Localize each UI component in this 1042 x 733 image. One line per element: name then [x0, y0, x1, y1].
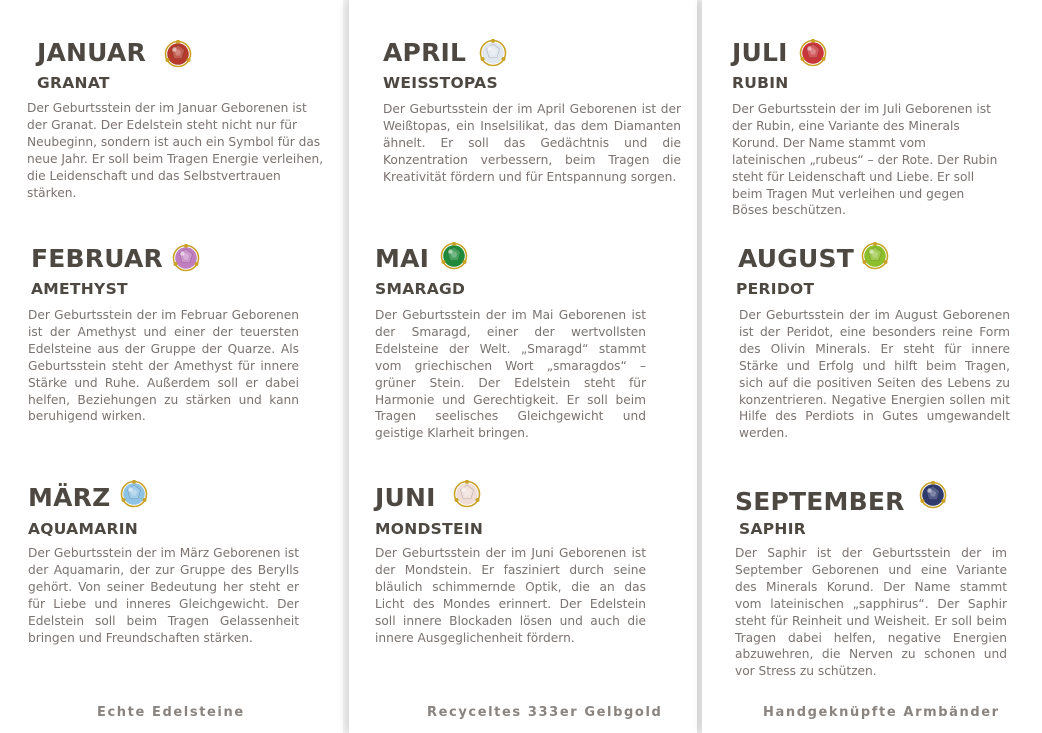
description-april: Der Geburtsstein der im April Geborenen ist der Weißtopas, ein Inselsilikat, das dem Diamanten ähnelt. Er soll das Gedächtnis und die Konzentration verbessern, beim Tragen die Kreativität fördern und für Entspannung sorgen.: [383, 102, 681, 184]
month-title-januar: JANUAR: [37, 38, 146, 67]
month-title-mai: MAI: [375, 244, 430, 273]
month-title-maerz: MÄRZ: [28, 483, 111, 512]
amethyst-gem-icon: [172, 244, 200, 272]
stone-name-mondstein: MONDSTEIN: [375, 520, 484, 538]
emerald-gem-icon: [440, 242, 468, 270]
month-title-juni: JUNI: [375, 483, 436, 512]
description-februar: Der Geburtsstein der im Februar Geborenen ist der Amethyst und einer der teuersten Edelsteine aus der Gruppe der Quarze. Als Geburtsstein steht der Amethyst für innere Stärke und Ruhe. Außerdem soll er dabei helfen, Beziehungen zu stärken und kann beruhigend wirken.: [28, 308, 299, 424]
description-mai: Der Geburtsstein der im Mai Geborenen ist der Smaragd, einer der wertvollsten Edelsteine der Welt. „Smaragd“ stammt vom griechischen Wort „smaragdos“ – grüner Stein. Der Edelstein steht für Harmonie und Gerechtigkeit. Er soll beim Tragen seelisches Gleichgewicht und geistige Klarheit bringen.: [375, 308, 646, 441]
month-title-april: APRIL: [383, 38, 467, 67]
month-title-juli: JULI: [732, 38, 788, 67]
footer-right: Handgeknüpfte Armbänder: [763, 705, 1000, 720]
stone-name-rubin: RUBIN: [732, 74, 789, 92]
footer-center: Recyceltes 333er Gelbgold: [427, 705, 663, 720]
stone-name-weisstopas: WEISSTOPAS: [383, 74, 498, 92]
stone-name-peridot: PERIDOT: [736, 280, 815, 298]
footer-left: Echte Edelsteine: [97, 705, 245, 720]
sapphire-gem-icon: [919, 481, 947, 509]
ruby-gem-icon: [799, 39, 827, 67]
month-title-februar: FEBRUAR: [31, 244, 163, 273]
garnet-gem-icon: [164, 40, 192, 68]
description-juni: Der Geburtsstein der im Juni Geborenen ist der Mondstein. Er fasziniert durch seine bläulich schimmernde Optik, die an das Licht des Mondes erinnert. Der Edelstein soll innere Blockaden lösen und auch die innere Ausgeglichenheit fördern.: [375, 546, 646, 645]
stone-name-smaragd: SMARAGD: [375, 280, 466, 298]
stone-name-aquamarin: AQUAMARIN: [28, 520, 139, 538]
stone-name-granat: GRANAT: [37, 74, 110, 92]
description-juli: Der Geburtsstein der im Juli Geborenen ist der Rubin, eine Variante des Minerals Korund. Der Name stammt vom lateinischen „rubeus“ – der Rote. Der Rubin steht für Leidenschaft und Liebe. Er soll beim Tragen Mut verleihen und gegen Böses beschützen.: [732, 102, 998, 218]
moonstone-gem-icon: [453, 480, 481, 508]
white-topaz-gem-icon: [479, 39, 507, 67]
aquamarine-gem-icon: [120, 480, 148, 508]
description-september: Der Saphir ist der Geburtsstein der im September Geborenen und eine Variante des Minerals Korund. Der Name stammt vom lateinischen „sapphirus“. Der Saphir steht für Reinheit und Weisheit. Er soll beim Tragen dabei helfen, negative Energien abzuwehren, die Nerven zu schonen und vor Stress zu schützen.: [735, 546, 1007, 679]
peridot-gem-icon: [861, 242, 889, 270]
stone-name-amethyst: AMETHYST: [31, 280, 128, 298]
description-maerz: Der Geburtsstein der im März Geborenen ist der Aquamarin, der zur Gruppe des Berylls gehört. Von seiner Bedeutung her steht er für Liebe und inneres Gleichgewicht. Der Edelstein soll beim Tragen Gelassenheit bringen und Freundschaften stärken.: [28, 546, 299, 645]
month-title-august: AUGUST: [738, 244, 854, 273]
stone-name-saphir: SAPHIR: [739, 520, 806, 538]
description-januar: Der Geburtsstein der im Januar Geborenen ist der Granat. Der Edelstein steht nicht nur für Neubeginn, sondern ist auch ein Symbol für das neue Jahr. Er soll beim Tragen Energie verleihen, die Leidenschaft und das Selbstvertrauen stärken.: [27, 101, 324, 200]
month-title-september: SEPTEMBER: [735, 487, 905, 516]
description-august: Der Geburtsstein der im August Geborenen ist der Peridot, eine besonders reine Form des Olivin Minerals. Er steht für innere Stärke und Erfolg und hilft beim Tragen, sich auf die positiven Seiten des Lebens zu konzentrieren. Negative Energien sollen mit Hilfe des Perdiots in Gutes umgewandelt werden.: [739, 308, 1010, 441]
